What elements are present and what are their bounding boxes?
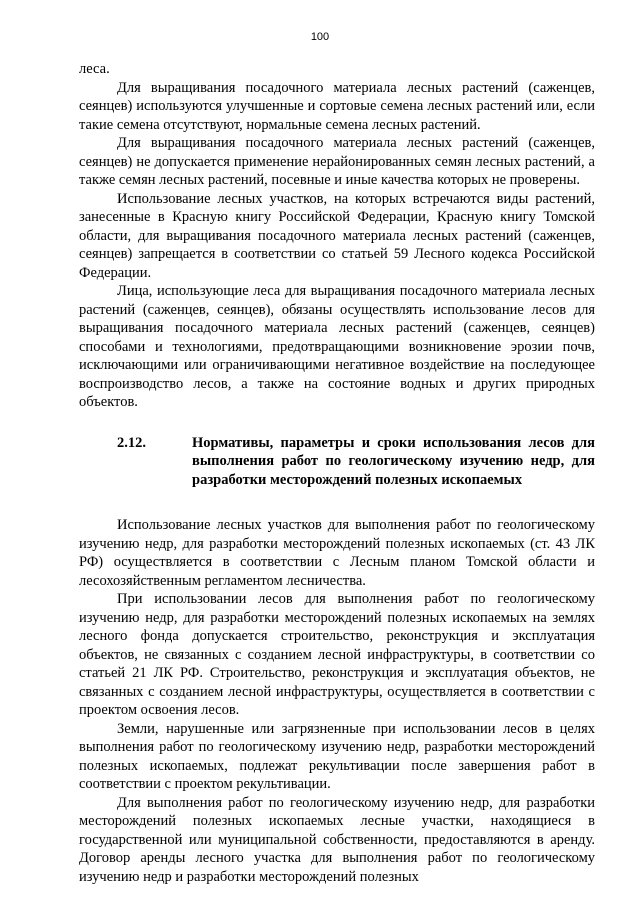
document-body xyxy=(79,60,595,886)
section-number: 2.12. xyxy=(117,434,146,451)
paragraph: Лица, использующие леса для выращивания посадочного материала лесных растений (саженцев, сеянцев), обязаны осуществлять использование лесов для выращивания посадочного материала лесных растений (саженцев, сеянцев) способами и технологиями, предотвращающими возникновение эрозии почв, исключающими или ограничивающими негативное воздействие на последующее воспроизводство лесов, а также на состояние водных и других природных объектов. xyxy=(79,283,595,410)
section-title: Нормативы, параметры и сроки использования лесов для выполнения работ по геологическому изучению недр, для разработки месторождений полезных ископаемых xyxy=(192,434,595,488)
paragraph: Использование лесных участков, на которых встречаются виды растений, занесенные в Красную книгу Российской Федерации, Красную книгу Томской области, для выращивания посадочного материала лесных растений (саженцев, сеянцев) запрещается в соответствии со статьей 59 Лесного кодекса Российской Федерации. xyxy=(79,190,595,281)
paragraph: Земли, нарушенные или загрязненные при использовании лесов в целях выполнения работ по геологическому изучению недр, разработки месторождений полезных ископаемых, подлежат рекультивации после завершения работ в соответствии с проектом рекультивации. xyxy=(79,720,595,792)
paragraph: Для выращивания посадочного материала лесных растений (саженцев, сеянцев) используются улучшенные и сортовые семена лесных растений или, если такие семена отсутствуют, нормальные семена лесных растений. xyxy=(79,79,595,133)
page-number: 100 xyxy=(310,31,330,43)
paragraph: При использовании лесов для выполнения работ по геологическому изучению недр, для разработки месторождений полезных ископаемых на землях лесного фонда допускается строительство, реконструкция и эксплуатация объектов, не связанных с созданием лесной инфраструктуры, в соответствии со статьей 21 ЛК РФ. Строительство, реконструкция и эксплуатация объектов, не связанных с созданием лесной инфраструктуры, осуществляется в соответствии с проектом освоения лесов. xyxy=(79,591,595,718)
paragraph: Для выращивания посадочного материала лесных растений (саженцев, сеянцев) не допускается применение нерайонированных семян лесных растений, а также семян лесных растений, посевные и иные качества которых не проверены. xyxy=(79,135,595,188)
paragraph: Использование лесных участков для выполнения работ по геологическому изучению недр, для разработки месторождений полезных ископаемых (ст. 43 ЛК РФ) осуществляется в соответствии с Лесным планом Томской области и лесохозяйственным регламентом лесничества. xyxy=(79,517,595,589)
section-heading xyxy=(79,434,595,490)
paragraph: Для выполнения работ по геологическому изучению недр, для разработки месторождений полезных ископаемых лесные участки, находящиеся в государственной или муниципальной собственности, предоставляются в аренду. Договор аренды лесного участка для выполнения работ по геологическому изучению недр и разработки месторождений полезных xyxy=(79,794,595,885)
paragraph: леса. xyxy=(79,61,110,77)
